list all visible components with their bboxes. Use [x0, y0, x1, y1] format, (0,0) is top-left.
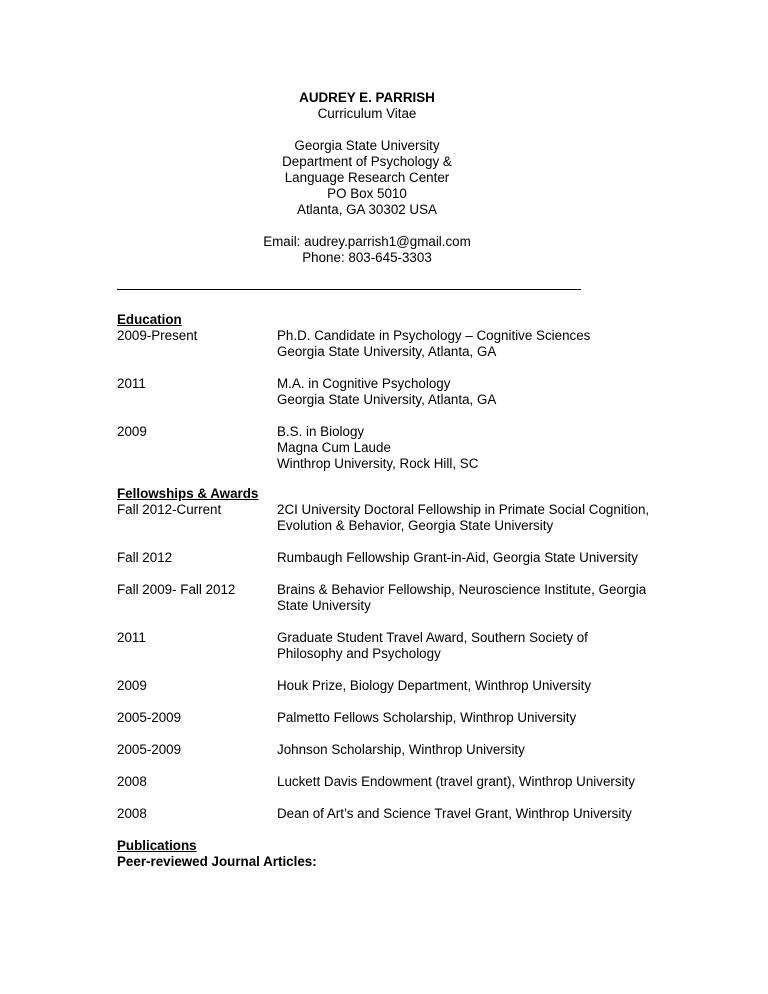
entry-line: Graduate Student Travel Award, Southern Society of: [277, 630, 588, 645]
cv-header: [117, 90, 617, 266]
entry-line: B.S. in Biology: [277, 424, 365, 439]
entry-line: Houk Prize, Biology Department, Winthrop University: [277, 678, 592, 693]
entry-line: Georgia State University, Atlanta, GA: [277, 392, 497, 407]
entry-line: Brains & Behavior Fellowship, Neuroscience Institute, Georgia: [277, 582, 647, 597]
address-line: PO Box 5010: [327, 186, 407, 201]
entry-line: M.A. in Cognitive Psychology: [277, 376, 451, 391]
entry-line: State University: [277, 598, 371, 613]
document-type: Curriculum Vitae: [317, 106, 417, 121]
entry-line: Dean of Art’s and Science Travel Grant, Winthrop University: [277, 806, 632, 821]
entry-line: 2CI University Doctoral Fellowship in Primate Social Cognition,: [277, 502, 650, 517]
entry-line: Palmetto Fellows Scholarship, Winthrop University: [277, 710, 577, 725]
entry-date: Fall 2012-Current: [117, 502, 222, 517]
address-block: [117, 138, 617, 218]
entry-date: Fall 2009- Fall 2012: [117, 582, 236, 597]
publications-subheading: Peer-reviewed Journal Articles:: [117, 854, 317, 869]
entry-date: 2009: [117, 678, 147, 693]
entry-date: 2009: [117, 424, 147, 439]
entry-line: Philosophy and Psychology: [277, 646, 441, 661]
entry-line: Evolution & Behavior, Georgia State University: [277, 518, 554, 533]
education-heading: Education: [117, 312, 182, 327]
awards-heading: Fellowships & Awards: [117, 486, 259, 501]
entry-line: Winthrop University, Rock Hill, SC: [277, 456, 479, 471]
entry-date: 2008: [117, 774, 147, 789]
address-line: Atlanta, GA 30302 USA: [297, 202, 437, 217]
entry-line: Magna Cum Laude: [277, 440, 391, 455]
email-text: Email: audrey.parrish1@gmail.com: [263, 234, 471, 249]
phone-text: Phone: 803-645-3303: [302, 250, 432, 265]
entry-line: Rumbaugh Fellowship Grant-in-Aid, Georgia State University: [277, 550, 638, 565]
entry-date: 2011: [117, 630, 146, 645]
entry-line: Johnson Scholarship, Winthrop University: [277, 742, 525, 757]
contact-block: [117, 234, 617, 266]
header-divider: [117, 289, 581, 290]
entry-date: 2008: [117, 806, 147, 821]
entry-date: 2005-2009: [117, 710, 182, 725]
entry-date: 2009-Present: [117, 328, 198, 343]
entry-line: Luckett Davis Endowment (travel grant), Winthrop University: [277, 774, 635, 789]
publications-heading: Publications: [117, 838, 197, 853]
address-line: Department of Psychology &: [282, 154, 452, 169]
entry-line: Georgia State University, Atlanta, GA: [277, 344, 497, 359]
author-name: AUDREY E. PARRISH: [299, 90, 435, 105]
address-line: Language Research Center: [284, 170, 450, 185]
entry-line: Ph.D. Candidate in Psychology – Cognitive Sciences: [277, 328, 591, 343]
entry-date: 2005-2009: [117, 742, 182, 757]
entry-date: Fall 2012: [117, 550, 173, 565]
entry-date: 2011: [117, 376, 146, 391]
address-line: Georgia State University: [294, 138, 440, 153]
